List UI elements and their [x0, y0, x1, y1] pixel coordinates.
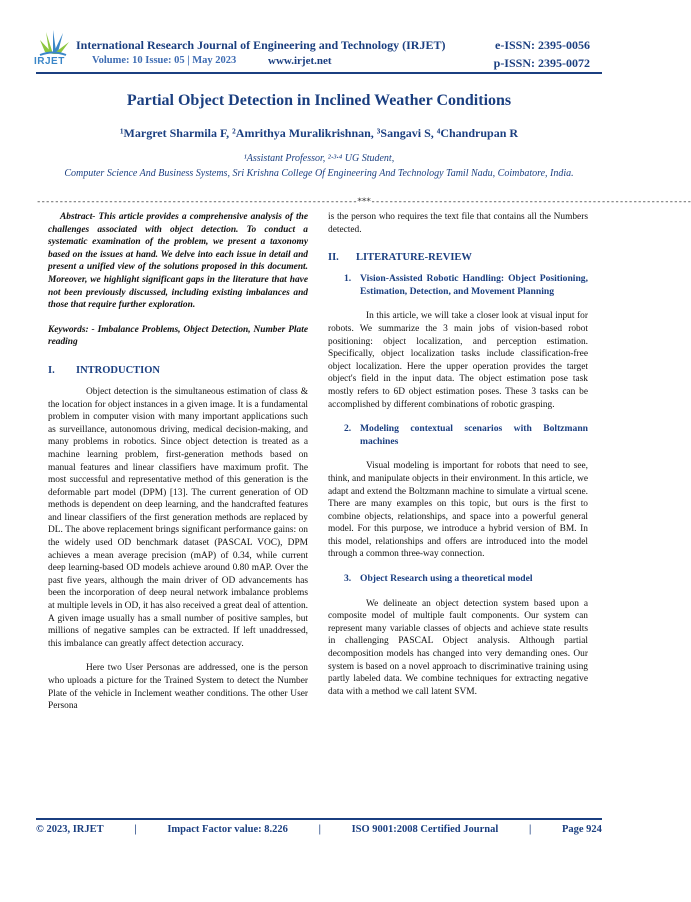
p-issn: p-ISSN: 2395-0072 — [493, 56, 590, 70]
section-heading-introduction — [48, 365, 308, 376]
footer-page-number: Page 924 — [561, 824, 602, 835]
e-issn: e-ISSN: 2395-0056 — [495, 38, 590, 52]
footer-divider — [36, 818, 602, 820]
section-separator: -----------------------------------------------------------------------***----------------------------------------------------------------------- — [36, 197, 691, 207]
section-number: II. — [328, 252, 339, 264]
right-column — [328, 211, 588, 698]
paper-authors: ¹Margret Sharmila F, ²Amrithya Muralikrishnan, ³Sangavi S, ⁴Chandrupan R — [119, 126, 519, 140]
journal-name: International Research Journal of Engineering and Technology (IRJET) — [76, 38, 446, 52]
subsection-paragraph-2: Visual modeling is important for robots that need to see, think, and manipulate objects in their environment. In this article, we adapt and extend the Boltzmann machine to simulate a virtual scene. There are many examples on this topic, but ours is the first to combine objects, relationships, and space into a powerful general model. For this purpose, we introduce a hybrid version of BM. In this model, relationships and offers are introduced into the model through a common three-way connection. — [328, 461, 588, 560]
affiliation-institution: Computer Science And Business Systems, Sri Krishna College Of Engineering And Technology Tamil Nadu, Coimbatore, India. — [64, 168, 574, 179]
subsection-number: 3. — [344, 573, 352, 585]
subsection-number: 1. — [344, 273, 352, 285]
journal-header — [0, 0, 638, 82]
subsection-title: Object Research using a theoretical model — [360, 573, 533, 585]
subsection-number: 2. — [344, 423, 352, 435]
affiliation-roles: ¹Assistant Professor, ²·³·⁴ UG Student, — [243, 153, 395, 164]
section-number: I. — [48, 364, 55, 376]
paper-title: Partial Object Detection in Inclined Weather Conditions — [126, 92, 512, 109]
footer-copyright: © 2023, IRJET — [36, 824, 104, 835]
keywords: Keywords: - Imbalance Problems, Object Detection, Number Plate reading — [48, 324, 308, 348]
footer-divider-mark: | — [134, 824, 137, 835]
intro-paragraph-1: Object detection is the simultaneous estimation of class & the location for object instances in a given image. It is a fundamental problem in computer vision with many important applications such as surveillance, autonomous driving, medical decision-making, and many problems in robotics. Since object detection is treated as a machine learning problem, first-generation methods based on manual features and linear classifiers have maximum profit. The most successful and representative method of this generation is the deformable part model (DPM) [13]. The current generation of OD methods is dependent on deep learning, and the handcrafted features and linear classifiers of the first generation methods are replaced by DL. The above replacement brings significant performance gains: on the widely used OD benchmark dataset (PASCAL VOC), DPM achieves a mean average precision (mAP) of 0.34, while current deep learning-based OD models achieve around 0.80 mAP. Over the past five years, although the main driver of OD advancements has been the incorporation of deep neural network imbalance problems at multiple levels in OD, it has also received a great deal of attention. A given image usually has a small number of positive samples, but millions of negative samples can be extracted. If left unaddressed, this imbalance can greatly affect detection accuracy. — [48, 386, 308, 649]
left-column — [48, 211, 308, 713]
abstract: Abstract- This article provides a comprehensive analysis of the challenges associated with object detection. To conduct a systematic examination of the problem, we present a taxonomy based on the issues at hand. We delve into each issue in detail and present a unified view of the solutions proposed in this document. Moreover, we highlight significant gaps in the literature that have not been previously discussed, including existing imbalances and those that require further exploration. — [48, 212, 308, 311]
subsection-heading-boltzmann — [344, 423, 588, 448]
subsection-paragraph-1: In this article, we will take a closer look at visual input for robots. We summarize the 3 main jobs of vision-based robot positioning: object localization, and perception estimation. Specifically, object localization tasks include classification-free object localization. Here the upper operation provides the target object's field in the input data. The object estimation pose task mostly refers to 6D object estimation poses. These 3 tasks can be accomplished by different combinations of robotic grasping. — [328, 311, 588, 410]
subsection-title: Modeling contextual scenarios with Boltzmann machines — [360, 423, 588, 447]
footer-iso: ISO 9001:2008 Certified Journal — [351, 824, 499, 835]
section-title: INTRODUCTION — [76, 364, 161, 376]
header-divider — [36, 72, 602, 74]
section-heading-literature-review — [328, 252, 588, 263]
volume-issue: Volume: 10 Issue: 05 | May 2023 — [92, 55, 237, 66]
subsection-paragraph-3: We delineate an object detection system based upon a composite model of multiple fault components. Our system can represent many variable classes of objects and achieve state results in challenging PASCAL Object analysis. Although partial decomposition models has changed into very demanding ones. Our system is based on a novel approach to discriminative training using partly labeled data. We combine techniques for extracting negative data with a method we call latent SVM. — [328, 598, 588, 697]
logo-text: IRJET — [34, 56, 65, 67]
subsection-heading-vision-assisted — [344, 273, 588, 298]
intro-paragraph-2: Here two User Personas are addressed, one is the person who uploads a picture for the Trained System to detect the Number Plate of the vehicle in Inclement weather conditions. The other User Persona — [48, 663, 308, 712]
subsection-heading-object-research — [344, 573, 588, 586]
footer-divider-mark: | — [318, 824, 321, 835]
journal-website-link[interactable]: www.irjet.net — [268, 55, 332, 67]
journal-footer — [36, 824, 602, 835]
footer-impact-factor: Impact Factor value: 8.226 — [167, 824, 288, 835]
section-title: LITERATURE-REVIEW — [356, 252, 472, 264]
continued-paragraph: is the person who requires the text file that contains all the Numbers detected. — [328, 212, 588, 235]
footer-divider-mark: | — [528, 824, 532, 835]
subsection-title: Vision-Assisted Robotic Handling: Object Positioning, Estimation, Detection, and Movement Planning — [360, 273, 588, 297]
separator-mark: *** — [356, 197, 371, 207]
